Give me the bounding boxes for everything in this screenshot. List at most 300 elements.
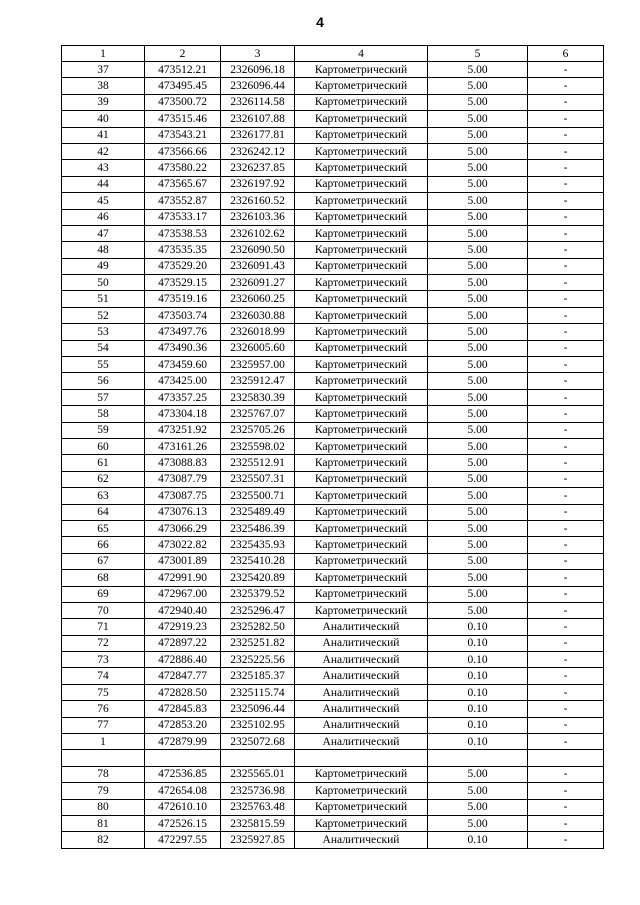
table-cell: - bbox=[528, 734, 604, 750]
table-cell: Аналитический bbox=[295, 635, 428, 651]
table-cell: - bbox=[528, 275, 604, 291]
table-cell: 57 bbox=[62, 389, 145, 405]
table-row bbox=[62, 78, 604, 94]
table-cell: 473490.36 bbox=[145, 340, 221, 356]
table-cell: 2325102.95 bbox=[221, 717, 295, 733]
table-cell: 5.00 bbox=[428, 488, 528, 504]
table-cell: 44 bbox=[62, 176, 145, 192]
table-cell: 2326177.81 bbox=[221, 127, 295, 143]
table-cell: 5.00 bbox=[428, 504, 528, 520]
table-cell: - bbox=[528, 94, 604, 110]
table-cell: 5.00 bbox=[428, 389, 528, 405]
table-cell: 61 bbox=[62, 455, 145, 471]
table-cell: 73 bbox=[62, 652, 145, 668]
table-cell: - bbox=[528, 570, 604, 586]
table-cell: 2325767.07 bbox=[221, 406, 295, 422]
table-cell: Картометрический bbox=[295, 455, 428, 471]
table-cell: 58 bbox=[62, 406, 145, 422]
table-cell: Картометрический bbox=[295, 373, 428, 389]
table-row bbox=[62, 193, 604, 209]
table-cell: 473580.22 bbox=[145, 160, 221, 176]
table-cell: 473529.15 bbox=[145, 275, 221, 291]
table-cell: 2325565.01 bbox=[221, 766, 295, 782]
table-cell: 5.00 bbox=[428, 373, 528, 389]
table-row bbox=[62, 750, 604, 766]
table-cell: 2325927.85 bbox=[221, 832, 295, 848]
table-row bbox=[62, 357, 604, 373]
table-cell: Картометрический bbox=[295, 783, 428, 799]
table-cell: Аналитический bbox=[295, 832, 428, 848]
table-cell: 5.00 bbox=[428, 62, 528, 78]
table-cell: - bbox=[528, 307, 604, 323]
table-cell: 40 bbox=[62, 111, 145, 127]
table-row bbox=[62, 340, 604, 356]
table-cell: 2326096.44 bbox=[221, 78, 295, 94]
table-cell: 5.00 bbox=[428, 537, 528, 553]
table-cell: Аналитический bbox=[295, 652, 428, 668]
table-cell: 2326197.92 bbox=[221, 176, 295, 192]
table-cell: 0.10 bbox=[428, 717, 528, 733]
table-cell: 473495.45 bbox=[145, 78, 221, 94]
table-cell: Картометрический bbox=[295, 143, 428, 159]
table-cell: 66 bbox=[62, 537, 145, 553]
table-cell: 38 bbox=[62, 78, 145, 94]
table-cell: 2326103.36 bbox=[221, 209, 295, 225]
table-cell: 2325410.28 bbox=[221, 553, 295, 569]
table-cell: Картометрический bbox=[295, 78, 428, 94]
table-cell: 5.00 bbox=[428, 324, 528, 340]
table-row bbox=[62, 668, 604, 684]
table-row bbox=[62, 127, 604, 143]
table-cell: 2326005.60 bbox=[221, 340, 295, 356]
table-cell: 5.00 bbox=[428, 275, 528, 291]
table-cell: 473497.76 bbox=[145, 324, 221, 340]
table-cell: 473161.26 bbox=[145, 438, 221, 454]
table-cell: 473515.46 bbox=[145, 111, 221, 127]
table-cell: 473533.17 bbox=[145, 209, 221, 225]
table-cell: - bbox=[528, 668, 604, 684]
table-cell: 5.00 bbox=[428, 111, 528, 127]
table-cell: 5.00 bbox=[428, 193, 528, 209]
table-cell: Картометрический bbox=[295, 570, 428, 586]
coordinates-table bbox=[61, 45, 604, 849]
table-cell: 2325598.02 bbox=[221, 438, 295, 454]
table-cell bbox=[428, 750, 528, 766]
table-row bbox=[62, 242, 604, 258]
table-row bbox=[62, 586, 604, 602]
table-cell: Картометрический bbox=[295, 488, 428, 504]
table-cell: - bbox=[528, 143, 604, 159]
table-cell: 77 bbox=[62, 717, 145, 733]
table-cell: Аналитический bbox=[295, 619, 428, 635]
table-row bbox=[62, 652, 604, 668]
table-cell: - bbox=[528, 258, 604, 274]
table-cell: 69 bbox=[62, 586, 145, 602]
table-cell: 473022.82 bbox=[145, 537, 221, 553]
table-cell: 2326091.27 bbox=[221, 275, 295, 291]
table-cell: 59 bbox=[62, 422, 145, 438]
table-row bbox=[62, 406, 604, 422]
table-cell: 5.00 bbox=[428, 586, 528, 602]
table-cell: 2325379.52 bbox=[221, 586, 295, 602]
table-row bbox=[62, 520, 604, 536]
table-cell: 472297.55 bbox=[145, 832, 221, 848]
table-cell: 2325507.31 bbox=[221, 471, 295, 487]
table-cell: 5.00 bbox=[428, 783, 528, 799]
table-cell: 75 bbox=[62, 684, 145, 700]
table-cell: - bbox=[528, 488, 604, 504]
table-cell: 472967.00 bbox=[145, 586, 221, 602]
table-cell: Картометрический bbox=[295, 357, 428, 373]
table-row bbox=[62, 160, 604, 176]
table-row bbox=[62, 389, 604, 405]
table-cell: 5.00 bbox=[428, 520, 528, 536]
table-cell: Аналитический bbox=[295, 734, 428, 750]
table-cell: Картометрический bbox=[295, 242, 428, 258]
table-row bbox=[62, 734, 604, 750]
table-row bbox=[62, 209, 604, 225]
table-cell: 54 bbox=[62, 340, 145, 356]
table-row bbox=[62, 537, 604, 553]
table-cell bbox=[62, 750, 145, 766]
table-cell: Картометрический bbox=[295, 62, 428, 78]
table-row bbox=[62, 701, 604, 717]
table-cell: 5.00 bbox=[428, 258, 528, 274]
table-cell: 5.00 bbox=[428, 455, 528, 471]
table-cell: 2326114.58 bbox=[221, 94, 295, 110]
table-row bbox=[62, 258, 604, 274]
table-cell: 473538.53 bbox=[145, 225, 221, 241]
table-cell bbox=[221, 750, 295, 766]
table-cell: 81 bbox=[62, 815, 145, 831]
table-cell: Картометрический bbox=[295, 586, 428, 602]
table-cell: - bbox=[528, 652, 604, 668]
table-cell: 5.00 bbox=[428, 357, 528, 373]
table-cell: 2325489.49 bbox=[221, 504, 295, 520]
table-cell: - bbox=[528, 586, 604, 602]
table-cell: - bbox=[528, 504, 604, 520]
table-cell: Картометрический bbox=[295, 160, 428, 176]
table-cell: 2325435.93 bbox=[221, 537, 295, 553]
table-cell: - bbox=[528, 324, 604, 340]
table-cell: 60 bbox=[62, 438, 145, 454]
table-cell: 2325072.68 bbox=[221, 734, 295, 750]
table-cell: - bbox=[528, 832, 604, 848]
table-cell: 67 bbox=[62, 553, 145, 569]
table-cell: 2325251.82 bbox=[221, 635, 295, 651]
table-cell: - bbox=[528, 602, 604, 618]
table-cell: Картометрический bbox=[295, 94, 428, 110]
table-cell: 0.10 bbox=[428, 652, 528, 668]
table-cell: 0.10 bbox=[428, 832, 528, 848]
table-cell: 68 bbox=[62, 570, 145, 586]
table-body bbox=[62, 62, 604, 849]
table-cell: Картометрический bbox=[295, 176, 428, 192]
table-cell: 472879.99 bbox=[145, 734, 221, 750]
table-cell: Картометрический bbox=[295, 258, 428, 274]
table-cell: 472897.22 bbox=[145, 635, 221, 651]
table-cell: 2325486.39 bbox=[221, 520, 295, 536]
table-cell: 2326090.50 bbox=[221, 242, 295, 258]
table-cell: 5.00 bbox=[428, 766, 528, 782]
table-cell: 473503.74 bbox=[145, 307, 221, 323]
table-cell: 47 bbox=[62, 225, 145, 241]
table-cell: 2325705.26 bbox=[221, 422, 295, 438]
table-row bbox=[62, 619, 604, 635]
table-cell: 5.00 bbox=[428, 209, 528, 225]
table-cell: - bbox=[528, 422, 604, 438]
table-cell: 2326091.43 bbox=[221, 258, 295, 274]
table-row bbox=[62, 143, 604, 159]
table-cell: 55 bbox=[62, 357, 145, 373]
table-cell: 76 bbox=[62, 701, 145, 717]
table-cell: Картометрический bbox=[295, 602, 428, 618]
table-cell: Картометрический bbox=[295, 389, 428, 405]
table-cell: - bbox=[528, 520, 604, 536]
table-cell: 5.00 bbox=[428, 176, 528, 192]
table-cell: 0.10 bbox=[428, 668, 528, 684]
table-cell: Картометрический bbox=[295, 815, 428, 831]
table-cell: 1 bbox=[62, 734, 145, 750]
table-cell: - bbox=[528, 78, 604, 94]
table-cell: 5.00 bbox=[428, 570, 528, 586]
table-header-row bbox=[62, 46, 604, 62]
table-row bbox=[62, 438, 604, 454]
table-row bbox=[62, 373, 604, 389]
table-cell: 473087.75 bbox=[145, 488, 221, 504]
table-cell: 5.00 bbox=[428, 78, 528, 94]
table-cell: 2325096.44 bbox=[221, 701, 295, 717]
table-cell: 5.00 bbox=[428, 291, 528, 307]
table-cell: - bbox=[528, 815, 604, 831]
table-cell: 2326096.18 bbox=[221, 62, 295, 78]
table-cell: 473304.18 bbox=[145, 406, 221, 422]
table-cell: 70 bbox=[62, 602, 145, 618]
table-row bbox=[62, 307, 604, 323]
table-cell: 48 bbox=[62, 242, 145, 258]
table-cell: 2326107.88 bbox=[221, 111, 295, 127]
table-cell: 5.00 bbox=[428, 602, 528, 618]
table-cell: 472853.20 bbox=[145, 717, 221, 733]
table-cell: 5.00 bbox=[428, 242, 528, 258]
table-cell: 46 bbox=[62, 209, 145, 225]
table-cell: - bbox=[528, 766, 604, 782]
table-cell: 2325736.98 bbox=[221, 783, 295, 799]
table-cell: 473087.79 bbox=[145, 471, 221, 487]
table-cell: 2325912.47 bbox=[221, 373, 295, 389]
table-cell: 473565.67 bbox=[145, 176, 221, 192]
table-cell: Аналитический bbox=[295, 668, 428, 684]
table-cell: Картометрический bbox=[295, 766, 428, 782]
table-cell: 2325420.89 bbox=[221, 570, 295, 586]
table-cell: 78 bbox=[62, 766, 145, 782]
table-cell: 2325500.71 bbox=[221, 488, 295, 504]
table-cell: 473459.60 bbox=[145, 357, 221, 373]
table-row bbox=[62, 832, 604, 848]
column-header: 1 bbox=[62, 46, 145, 62]
table-cell: 5.00 bbox=[428, 307, 528, 323]
table-cell: 2325282.50 bbox=[221, 619, 295, 635]
table-cell: 0.10 bbox=[428, 701, 528, 717]
table-cell: 2325296.47 bbox=[221, 602, 295, 618]
table-cell: - bbox=[528, 455, 604, 471]
table-cell: - bbox=[528, 62, 604, 78]
column-header: 3 bbox=[221, 46, 295, 62]
table-cell: Картометрический bbox=[295, 471, 428, 487]
table-cell: 56 bbox=[62, 373, 145, 389]
table-cell: 473535.35 bbox=[145, 242, 221, 258]
table-cell: 2326060.25 bbox=[221, 291, 295, 307]
table-row bbox=[62, 471, 604, 487]
table-cell: 71 bbox=[62, 619, 145, 635]
table-cell: 472919.23 bbox=[145, 619, 221, 635]
table-cell: - bbox=[528, 111, 604, 127]
table-cell: 473529.20 bbox=[145, 258, 221, 274]
table-cell: Аналитический bbox=[295, 717, 428, 733]
table-cell: 0.10 bbox=[428, 734, 528, 750]
table-row bbox=[62, 176, 604, 192]
table-row bbox=[62, 275, 604, 291]
table-cell: 50 bbox=[62, 275, 145, 291]
table-cell: Картометрический bbox=[295, 340, 428, 356]
table-cell: 5.00 bbox=[428, 815, 528, 831]
table-cell: 2326018.99 bbox=[221, 324, 295, 340]
table-cell: Картометрический bbox=[295, 438, 428, 454]
table-cell: - bbox=[528, 291, 604, 307]
table-row bbox=[62, 799, 604, 815]
table-cell: 2325115.74 bbox=[221, 684, 295, 700]
table-cell: 473500.72 bbox=[145, 94, 221, 110]
table-cell: 473512.21 bbox=[145, 62, 221, 78]
table-row bbox=[62, 815, 604, 831]
table-cell: - bbox=[528, 209, 604, 225]
table-cell: 65 bbox=[62, 520, 145, 536]
page-number: 4 bbox=[316, 14, 324, 30]
table-cell: 62 bbox=[62, 471, 145, 487]
table-row bbox=[62, 717, 604, 733]
table-cell: Картометрический bbox=[295, 422, 428, 438]
table-cell: Картометрический bbox=[295, 537, 428, 553]
table-cell: 45 bbox=[62, 193, 145, 209]
table-cell: 5.00 bbox=[428, 406, 528, 422]
table-cell: 82 bbox=[62, 832, 145, 848]
table-row bbox=[62, 783, 604, 799]
table-cell: 5.00 bbox=[428, 160, 528, 176]
table-row bbox=[62, 553, 604, 569]
table-row bbox=[62, 504, 604, 520]
table-cell: - bbox=[528, 471, 604, 487]
table-cell: Картометрический bbox=[295, 291, 428, 307]
table-row bbox=[62, 570, 604, 586]
table-cell bbox=[295, 750, 428, 766]
table-cell: 473552.87 bbox=[145, 193, 221, 209]
table-cell: Картометрический bbox=[295, 307, 428, 323]
table-cell: 5.00 bbox=[428, 471, 528, 487]
table-cell: 5.00 bbox=[428, 143, 528, 159]
table-cell: 39 bbox=[62, 94, 145, 110]
table-cell: 473076.13 bbox=[145, 504, 221, 520]
table-cell: 2326030.88 bbox=[221, 307, 295, 323]
table-cell: 2325185.37 bbox=[221, 668, 295, 684]
table-cell: 0.10 bbox=[428, 619, 528, 635]
table-row bbox=[62, 291, 604, 307]
table-cell: 37 bbox=[62, 62, 145, 78]
table-cell: - bbox=[528, 553, 604, 569]
column-header: 2 bbox=[145, 46, 221, 62]
table-cell: - bbox=[528, 389, 604, 405]
table-cell: 472991.90 bbox=[145, 570, 221, 586]
table-cell: 2326242.12 bbox=[221, 143, 295, 159]
table-cell: Картометрический bbox=[295, 324, 428, 340]
table-cell: - bbox=[528, 783, 604, 799]
table-cell: - bbox=[528, 176, 604, 192]
table-cell: - bbox=[528, 537, 604, 553]
table-cell: 79 bbox=[62, 783, 145, 799]
table-cell: - bbox=[528, 160, 604, 176]
table-cell: Аналитический bbox=[295, 701, 428, 717]
table-row bbox=[62, 455, 604, 471]
table-cell: - bbox=[528, 619, 604, 635]
table-cell: - bbox=[528, 701, 604, 717]
table-cell: 2326237.85 bbox=[221, 160, 295, 176]
table-row bbox=[62, 488, 604, 504]
table-cell: Картометрический bbox=[295, 504, 428, 520]
table-cell: 52 bbox=[62, 307, 145, 323]
table-cell: Картометрический bbox=[295, 799, 428, 815]
table-cell: 473425.00 bbox=[145, 373, 221, 389]
table-cell bbox=[145, 750, 221, 766]
table-cell: 0.10 bbox=[428, 635, 528, 651]
table-cell: 5.00 bbox=[428, 422, 528, 438]
column-header: 5 bbox=[428, 46, 528, 62]
table-cell: 43 bbox=[62, 160, 145, 176]
table-cell: 5.00 bbox=[428, 127, 528, 143]
table-cell: 2325830.39 bbox=[221, 389, 295, 405]
table-cell: Картометрический bbox=[295, 225, 428, 241]
table-cell: 472828.50 bbox=[145, 684, 221, 700]
table-cell: 473543.21 bbox=[145, 127, 221, 143]
table-cell: Аналитический bbox=[295, 684, 428, 700]
table-cell: - bbox=[528, 799, 604, 815]
table-row bbox=[62, 684, 604, 700]
table-cell: 5.00 bbox=[428, 225, 528, 241]
table-row bbox=[62, 225, 604, 241]
table-cell: 2325225.56 bbox=[221, 652, 295, 668]
table-cell: - bbox=[528, 193, 604, 209]
table-cell: 472526.15 bbox=[145, 815, 221, 831]
table-cell: 72 bbox=[62, 635, 145, 651]
table-cell bbox=[528, 750, 604, 766]
table-row bbox=[62, 94, 604, 110]
table-cell: 80 bbox=[62, 799, 145, 815]
table-cell: 473357.25 bbox=[145, 389, 221, 405]
table-cell: - bbox=[528, 357, 604, 373]
table-cell: 41 bbox=[62, 127, 145, 143]
table-cell: - bbox=[528, 373, 604, 389]
table-cell: Картометрический bbox=[295, 193, 428, 209]
table-cell: 472845.83 bbox=[145, 701, 221, 717]
table-cell: 64 bbox=[62, 504, 145, 520]
table-row bbox=[62, 635, 604, 651]
table-cell: - bbox=[528, 406, 604, 422]
table-cell: 2325957.00 bbox=[221, 357, 295, 373]
table-cell: 473251.92 bbox=[145, 422, 221, 438]
table-cell: 74 bbox=[62, 668, 145, 684]
table-cell: 51 bbox=[62, 291, 145, 307]
table-cell: - bbox=[528, 684, 604, 700]
table-cell: 5.00 bbox=[428, 553, 528, 569]
column-header: 4 bbox=[295, 46, 428, 62]
